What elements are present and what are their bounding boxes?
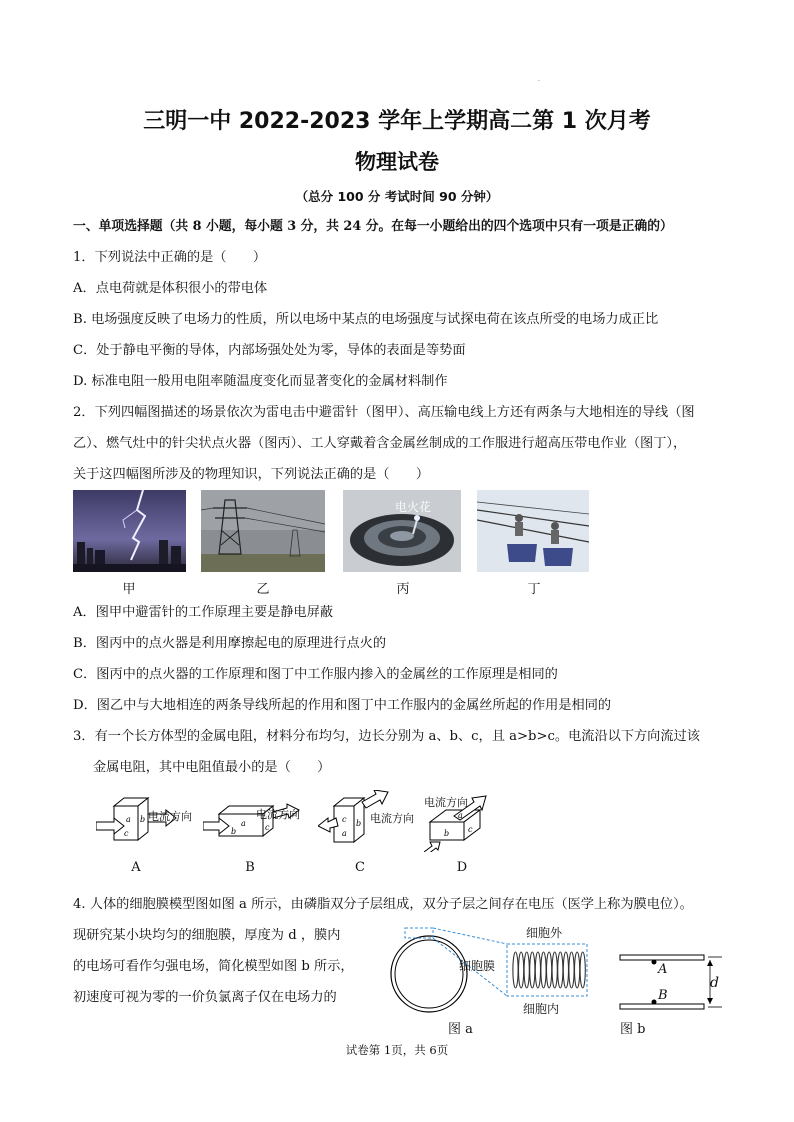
spark-label: 电火花 [395, 500, 432, 514]
q3-caption-a: A [131, 860, 141, 875]
svg-text:a: a [126, 815, 131, 824]
lipid-loop [513, 952, 518, 988]
svg-text:b: b [231, 827, 237, 836]
lipid-loop [535, 952, 540, 988]
q3-caption-d: D [456, 860, 468, 875]
q1-option-a: A．点电荷就是体积很小的带电体 [73, 281, 268, 296]
q3-caption-c: C [355, 860, 365, 875]
svg-text:c: c [265, 823, 270, 832]
photo-power-tower [201, 490, 325, 572]
q3-c-current-label: 电流方向 [370, 812, 414, 825]
scan-dot: · [538, 78, 540, 85]
figure-a-caption: 图 a [448, 1022, 473, 1037]
lipid-loop [563, 952, 568, 988]
q3-stem-line1: 3．有一个长方体型的金属电阻，材料分布均匀，边长分别为 a、b、c，且 a>b>c。电流沿以下方向流过该 [73, 729, 700, 744]
svg-text:a: a [241, 819, 246, 828]
page-footer: 试卷第 1页，共 6页 [345, 1043, 449, 1057]
q2-option-c: C．图丙中的点火器的工作原理和图丁中工作服内掺入的金属丝的工作原理是相同的 [73, 667, 558, 682]
q4-line1: 4. 人体的细胞膜模型图如图 a 所示，由磷脂双分子层组成，双分子层之间存在电压（医学上称为膜电位）。 [73, 897, 693, 912]
distance-d-label: d [710, 975, 719, 991]
svg-text:a: a [458, 811, 463, 820]
q1-option-b: B. 电场强度反映了电场力的性质，所以电场中某点的电场强度与试探电荷在该点所受的电场力成正比 [73, 312, 659, 327]
q4-figure-a [385, 922, 595, 1026]
lipid-loop [569, 952, 574, 988]
subject-title: 物理试卷 [355, 150, 439, 174]
photo-caption-yi: 乙 [256, 582, 270, 597]
svg-text:a: a [342, 829, 347, 838]
point-b-label: B [658, 988, 668, 1003]
q3-a-current-label: 电流方向 [148, 810, 192, 823]
lipid-loop [580, 952, 585, 988]
lipid-loop [541, 952, 546, 988]
lipid-loop [575, 952, 580, 988]
q3-figure-a [96, 796, 206, 855]
svg-text:b: b [444, 829, 450, 838]
q2-option-d: D．图乙中与大地相连的两条导线所起的作用和图丁中工作服内的金属丝所起的作用是相同的 [73, 698, 612, 713]
svg-text:c: c [342, 815, 347, 824]
q2-option-b: B．图丙中的点火器是利用摩擦起电的原理进行点火的 [73, 636, 387, 651]
cell-inside-label: 细胞内 [523, 1002, 560, 1016]
exam-title: 三明一中 2022-2023 学年上学期高二第 1 次月考 [143, 109, 651, 134]
cell-outside-label: 细胞外 [526, 926, 563, 940]
q2-option-a: A．图甲中避雷针的工作原理主要是静电屏蔽 [73, 605, 334, 620]
svg-text:c: c [124, 829, 129, 838]
q3-b-current-label: 电流方向 [256, 808, 300, 821]
q1-stem: 1．下列说法中正确的是（ ） [73, 250, 267, 265]
photo-caption-ding: 丁 [527, 582, 541, 597]
figure-b-caption: 图 b [620, 1022, 646, 1037]
svg-text:b: b [356, 819, 362, 828]
exam-info: （总分 100 分 考试时间 90 分钟） [295, 189, 499, 204]
q2-stem-line3: 关于这四幅图所涉及的物理知识，下列说法正确的是（ ） [73, 467, 430, 482]
point-a-label: A [658, 962, 668, 977]
q2-stem-line2: 乙）、燃气灶中的针尖状点火器（图丙）、工人穿戴着含金属丝制成的工作服进行超高压带电作业（图丁）， [73, 436, 687, 451]
q4-line2: 现研究某小块均匀的细胞膜，厚度为 d ，膜内 [73, 928, 341, 943]
q4-line3: 的电场可看作匀强电场，简化模型如图 b 所示， [73, 959, 354, 974]
lipid-loop [552, 952, 557, 988]
q4-line4: 初速度可视为零的一价负氯离子仅在电场力的 [73, 990, 337, 1005]
photo-caption-jia: 甲 [122, 582, 136, 597]
q1-option-d: D. 标准电阻一般用电阻率随温度变化而显著变化的金属材料制作 [73, 374, 448, 389]
lipid-loop [558, 952, 563, 988]
lipid-loop [530, 952, 535, 988]
q3-caption-b: B [245, 860, 255, 875]
cell-membrane-label: 细胞膜 [459, 959, 496, 973]
q1-option-c: C．处于静电平衡的导体，内部场强处处为零，导体的表面是等势面 [73, 343, 466, 358]
photo-line-workers [477, 490, 589, 572]
lipid-loop [519, 952, 524, 988]
photo-caption-bing: 丙 [396, 582, 410, 597]
section-heading: 一、单项选择题（共 8 小题，每小题 3 分，共 24 分。在每一小题给出的四个选项中只有一项是正确的） [73, 219, 673, 234]
q3-d-current-label: 电流方向 [424, 796, 468, 809]
lipid-loop [547, 952, 552, 988]
svg-text:c: c [468, 825, 473, 834]
photo-lightning [73, 490, 186, 572]
lipid-loop [524, 952, 529, 988]
q3-stem-line2: 金属电阻，其中电阻值最小的是（ ） [93, 760, 331, 775]
q2-stem-line1: 2．下列四幅图描述的场景依次为雷电击中避雷针（图甲）、高压输电线上方还有两条与大地相连的导线（图 [73, 405, 695, 420]
svg-text:b: b [140, 815, 146, 824]
